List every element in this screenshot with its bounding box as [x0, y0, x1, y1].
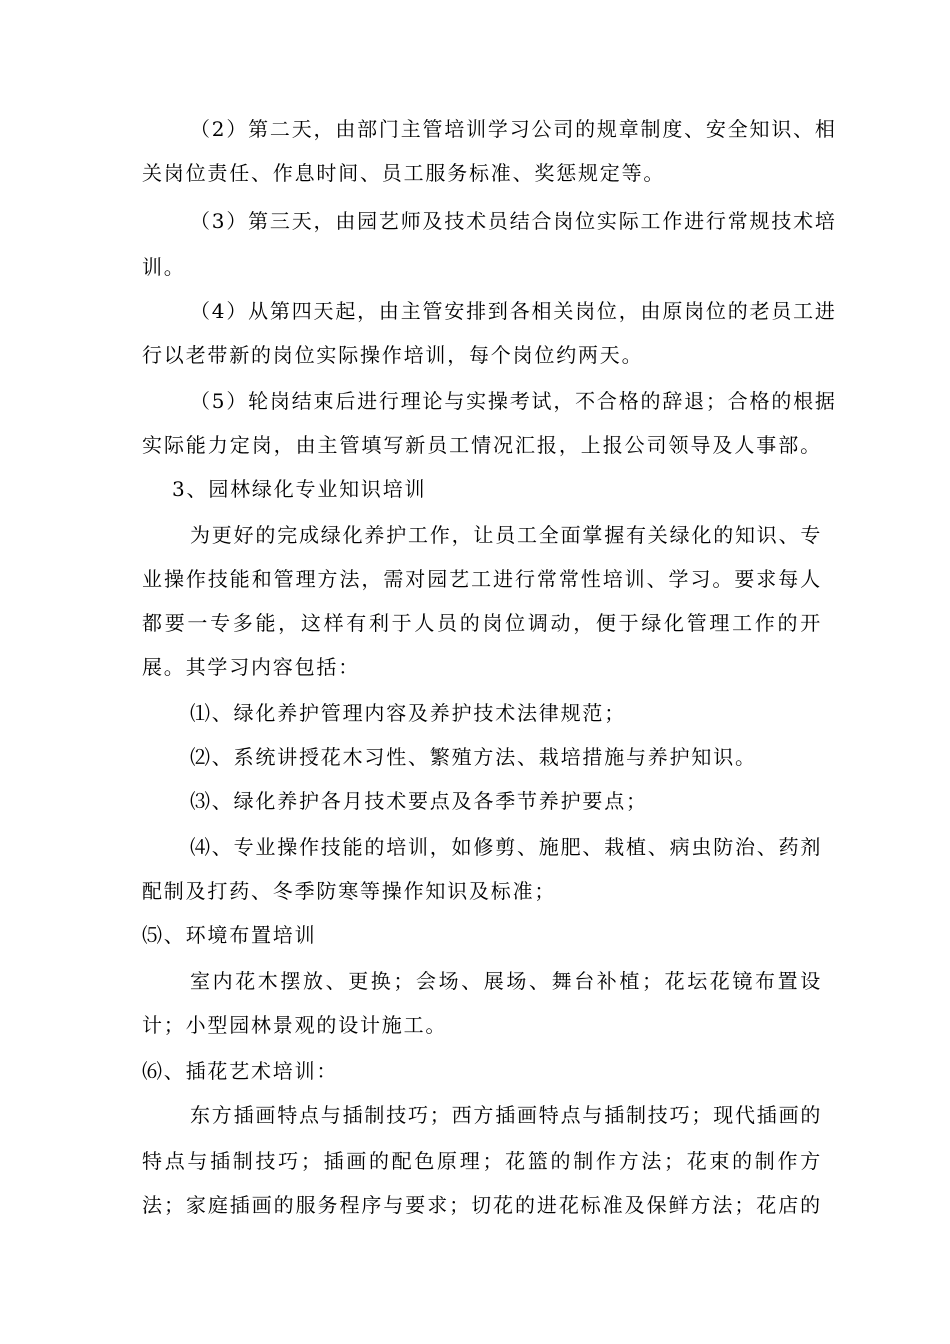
paragraph-flower-line2: 特点与插制技巧；插画的配色原理；花篮的制作方法；花束的制作方	[142, 1149, 822, 1173]
list-item-2: ⑵、系统讲授花木习性、繁殖方法、栽培措施与养护知识。	[190, 745, 757, 769]
paragraph-day4-line2: 行以老带新的岗位实际操作培训，每个岗位约两天。	[142, 343, 644, 367]
paragraph-day5-line1: （5）轮岗结束后进行理论与实操考试，不合格的辞退；合格的根据	[190, 389, 837, 413]
list-item-4-line2: 配制及打药、冬季防寒等操作知识及标准；	[142, 879, 557, 903]
list-item-3: ⑶、绿化养护各月技术要点及各季节养护要点；	[190, 789, 648, 813]
paragraph-flower-line1: 东方插画特点与插制技巧；西方插画特点与插制技巧；现代插画的	[190, 1103, 823, 1127]
subheading-5: ⑸、环境布置培训	[142, 923, 317, 947]
paragraph-intro-line1: 为更好的完成绿化养护工作，让员工全面掌握有关绿化的知识、专	[190, 523, 823, 547]
paragraph-env-line2: 计；小型园林景观的设计施工。	[142, 1013, 448, 1037]
section-heading-3: 3、园林绿化专业知识培训	[172, 477, 427, 501]
paragraph-day3-line2: 训。	[142, 255, 186, 279]
list-item-4-line1: ⑷、专业操作技能的培训，如修剪、施肥、栽植、病虫防治、药剂	[190, 835, 823, 859]
paragraph-flower-line3: 法；家庭插画的服务程序与要求；切花的进花标准及保鲜方法；花店的	[142, 1193, 822, 1217]
list-item-1: ⑴、绿化养护管理内容及养护技术法律规范；	[190, 701, 626, 725]
paragraph-intro-line2: 业操作技能和管理方法，需对园艺工进行常常性培训、学习。要求每人	[142, 567, 822, 591]
paragraph-day2-line2: 关岗位责任、作息时间、员工服务标准、奖惩规定等。	[142, 161, 666, 185]
subheading-6: ⑹、插花艺术培训：	[142, 1059, 339, 1083]
paragraph-day4-line1: （4）从第四天起，由主管安排到各相关岗位，由原岗位的老员工进	[190, 299, 837, 323]
paragraph-day2-line1: （2）第二天，由部门主管培训学习公司的规章制度、安全知识、相	[190, 117, 837, 141]
paragraph-intro-line3: 都要一专多能，这样有利于人员的岗位调动，便于绿化管理工作的开	[142, 611, 822, 635]
paragraph-env-line1: 室内花木摆放、更换；会场、展场、舞台补植；花坛花镜布置设	[190, 969, 822, 993]
paragraph-day5-line2: 实际能力定岗，由主管填写新员工情况汇报，上报公司领导及人事部。	[142, 433, 822, 457]
paragraph-day3-line1: （3）第三天，由园艺师及技术员结合岗位实际工作进行常规技术培	[190, 209, 837, 233]
paragraph-intro-line4: 展。其学习内容包括：	[142, 655, 360, 679]
